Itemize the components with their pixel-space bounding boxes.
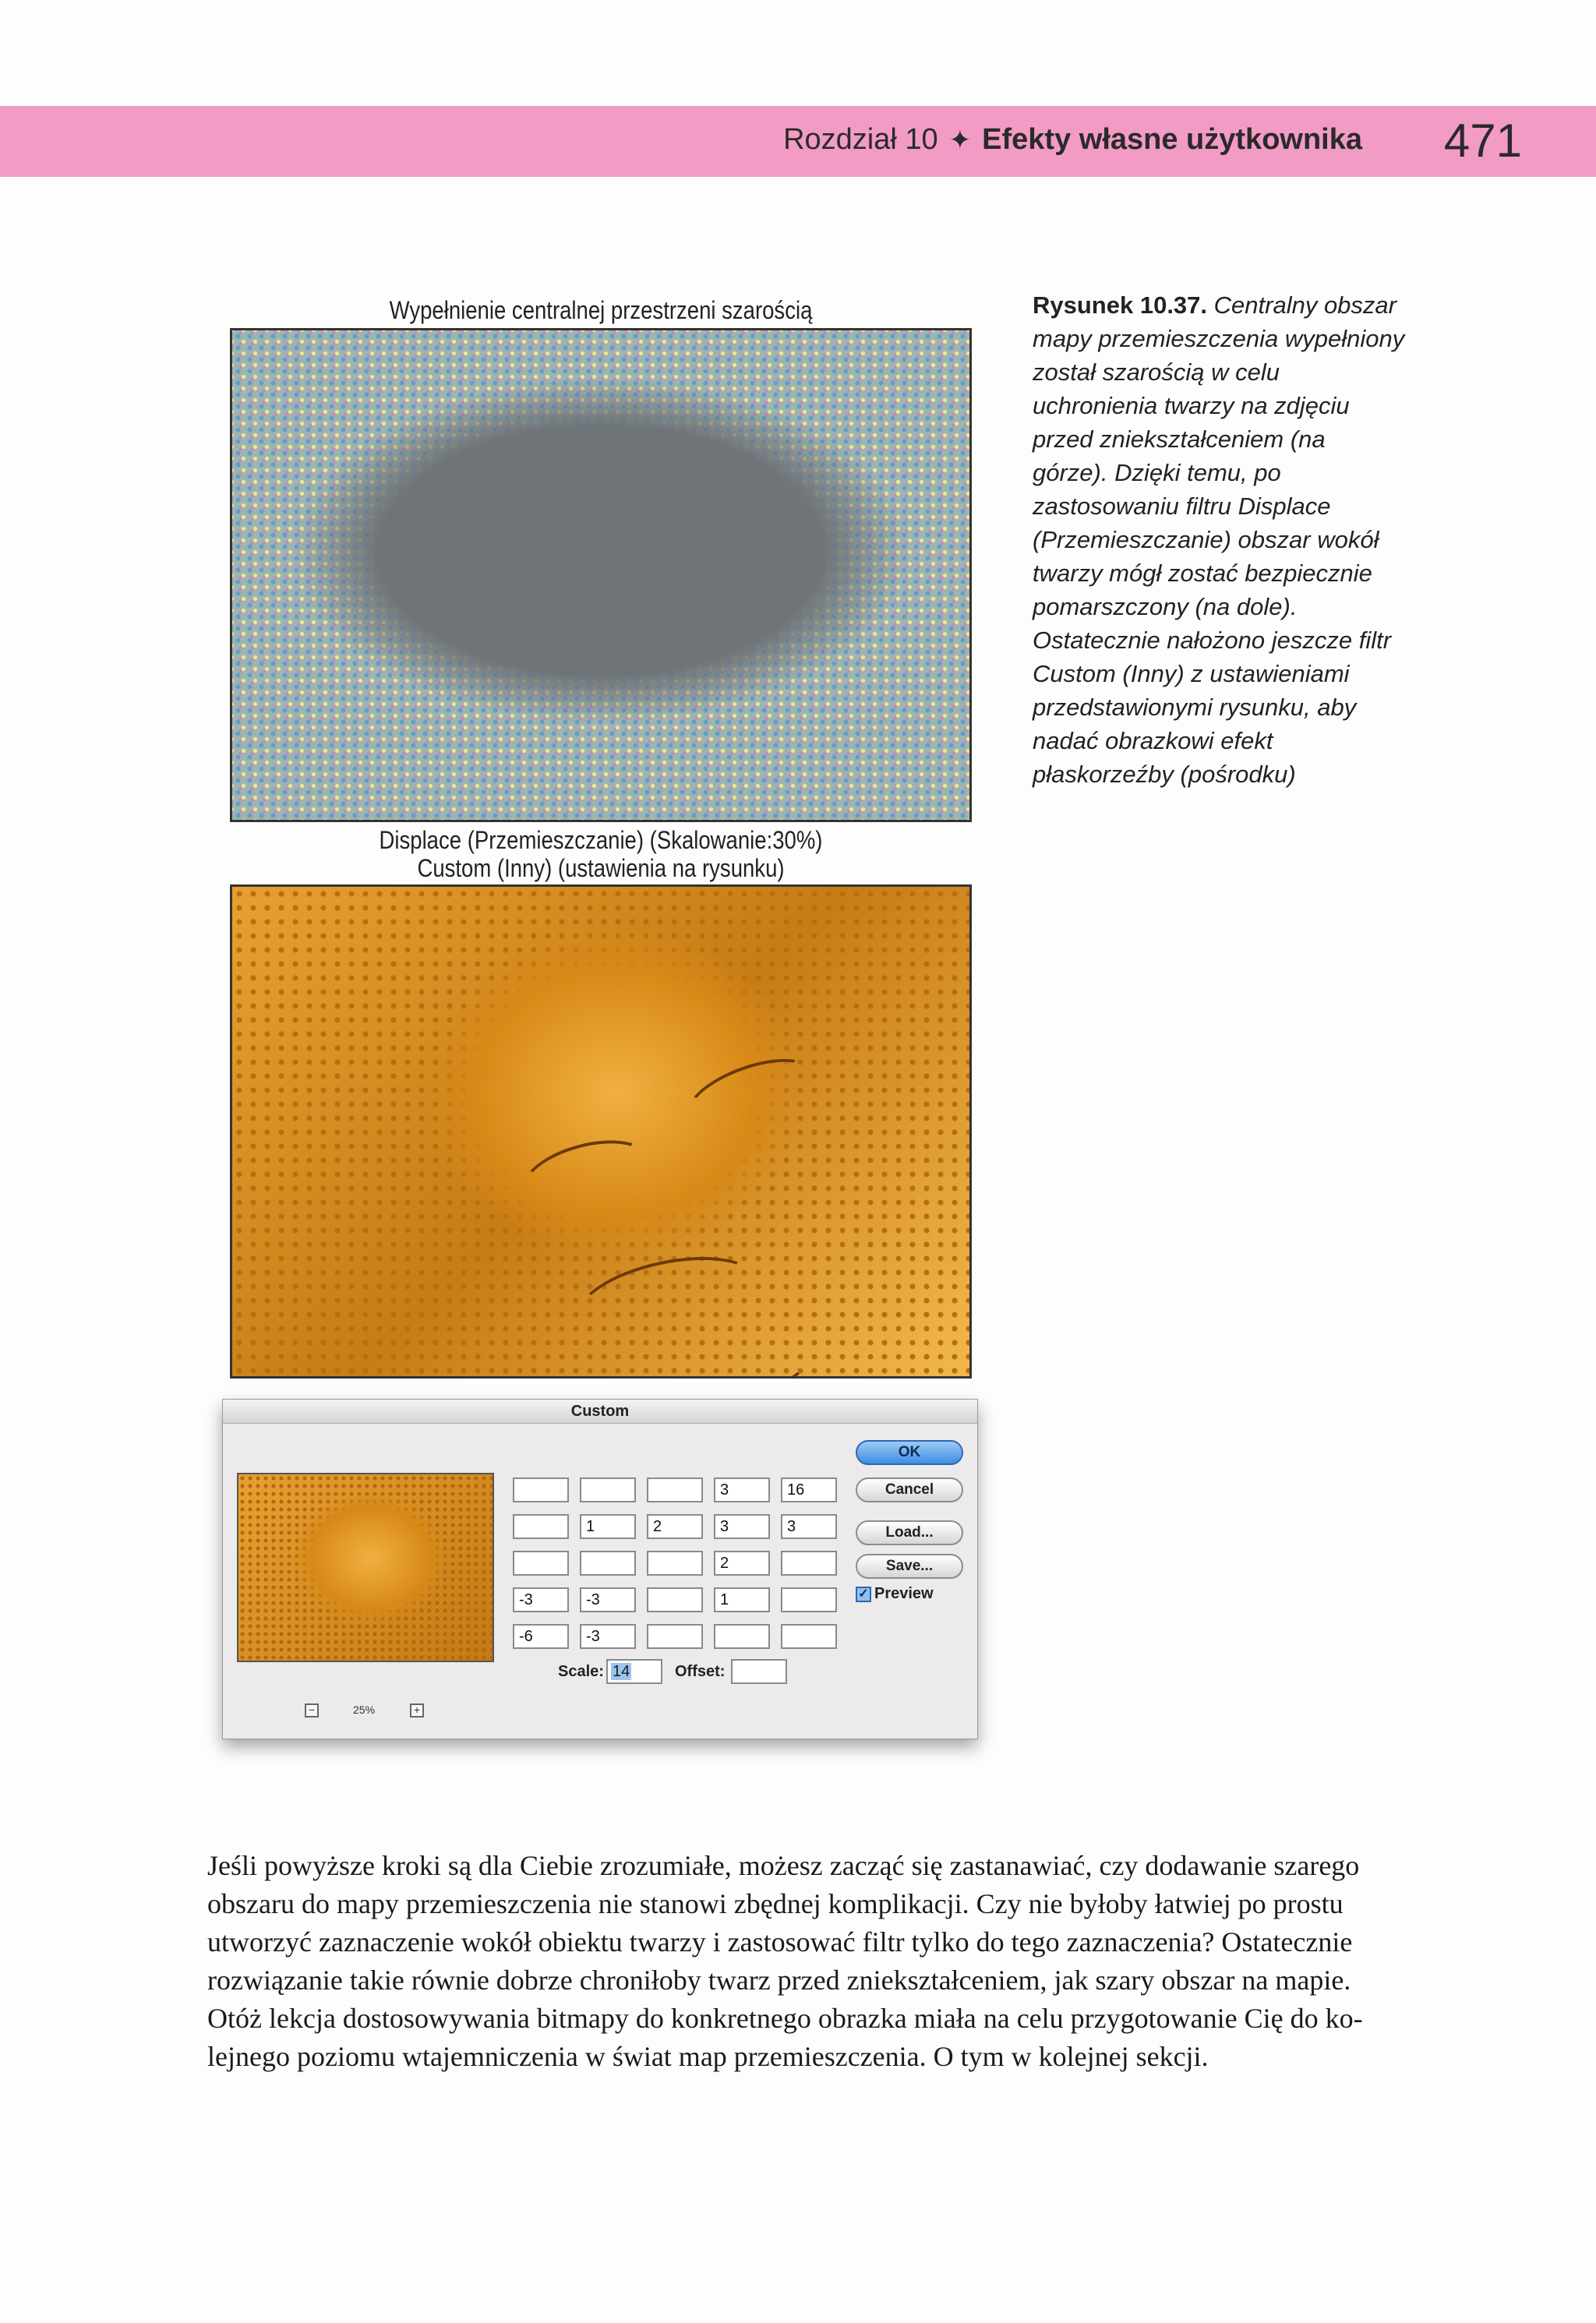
load-button[interactable]: Load... bbox=[856, 1520, 963, 1545]
matrix-cell[interactable] bbox=[647, 1587, 703, 1612]
cancel-button[interactable]: Cancel bbox=[856, 1477, 963, 1502]
matrix-cell[interactable]: 1 bbox=[714, 1587, 770, 1612]
matrix-cell[interactable] bbox=[781, 1624, 837, 1649]
matrix-cell[interactable] bbox=[580, 1551, 636, 1576]
scale-input[interactable] bbox=[606, 1659, 662, 1684]
matrix-cell[interactable]: 1 bbox=[580, 1514, 636, 1539]
preview-image[interactable] bbox=[237, 1473, 494, 1662]
matrix-cell[interactable]: -3 bbox=[580, 1587, 636, 1612]
running-header bbox=[783, 123, 1362, 157]
face-eye-right bbox=[679, 1045, 820, 1139]
custom-filter-dialog bbox=[222, 1399, 978, 1739]
preview-label: Preview bbox=[874, 1585, 934, 1602]
zoom-in-button[interactable]: + bbox=[410, 1703, 424, 1718]
bottom-image-label bbox=[282, 826, 920, 882]
matrix-cell[interactable] bbox=[781, 1551, 837, 1576]
top-image-label: Wypełnienie centralnej przestrzeni szarością bbox=[389, 296, 813, 324]
checkmark-icon: ✓ bbox=[856, 1587, 871, 1602]
matrix-cell[interactable] bbox=[647, 1477, 703, 1502]
matrix-cell[interactable] bbox=[513, 1514, 569, 1539]
preview-checkbox[interactable] bbox=[856, 1585, 934, 1603]
scale-label: Scale: bbox=[558, 1663, 604, 1680]
bottom-image-label-line2: Custom (Inny) (ustawienia na rysunku) bbox=[417, 854, 785, 882]
matrix-cell[interactable]: -3 bbox=[580, 1624, 636, 1649]
scale-value: 14 bbox=[613, 1663, 630, 1680]
offset-input[interactable] bbox=[731, 1659, 787, 1684]
dialog-title: Custom bbox=[223, 1400, 977, 1424]
separator-icon: ✦ bbox=[948, 125, 972, 155]
matrix-cell[interactable] bbox=[513, 1551, 569, 1576]
matrix-cell[interactable]: 3 bbox=[714, 1514, 770, 1539]
zoom-level: 25% bbox=[353, 1703, 376, 1716]
chapter-number: Rozdział 10 bbox=[783, 123, 938, 156]
matrix-cell[interactable]: -6 bbox=[513, 1624, 569, 1649]
caption-number: Rysunek 10.37. bbox=[1033, 291, 1208, 319]
figure-caption bbox=[1033, 288, 1407, 791]
matrix-cell[interactable]: 2 bbox=[714, 1551, 770, 1576]
matrix-cell[interactable]: 3 bbox=[714, 1477, 770, 1502]
matrix-cell[interactable]: 16 bbox=[781, 1477, 837, 1502]
zoom-out-button[interactable]: − bbox=[305, 1703, 319, 1718]
matrix-cell[interactable] bbox=[781, 1587, 837, 1612]
embossed-face-image bbox=[230, 884, 972, 1379]
chapter-title: Efekty własne użytkownika bbox=[982, 123, 1362, 156]
matrix-cell[interactable] bbox=[647, 1624, 703, 1649]
matrix-cell[interactable]: 2 bbox=[647, 1514, 703, 1539]
face-eye-left bbox=[515, 1128, 657, 1221]
matrix-cell[interactable] bbox=[714, 1624, 770, 1649]
offset-label: Offset: bbox=[675, 1663, 726, 1680]
body-paragraph: Jeśli powyższe kroki są dla Ciebie zrozumiałe, możesz zacząć się zastanawiać, czy dodawanie szarego obszaru do mapy przemieszczenia nie stanowi zbędnej komplikacji. Czy nie byłoby łatwiej po prostu utworzyć zaznaczenie wokół obiektu twarzy i zastosować filtr tylko do tego zaznaczenia? Ostatecznie rozwiązanie takie równie dobrze chroniłoby twarz przed zniekształceniem, jak szary obszar na mapie. Otóż lekcja dostosowywania bitmapy do konkretnego obrazka miała na celu przygotowanie Cię do ko- lejnego poziomu wtajemniczenia w świat map przemieszczenia. O tym w kolejnej sekcji. bbox=[207, 1850, 1363, 2072]
matrix-cell[interactable] bbox=[513, 1477, 569, 1502]
gray-displacement-map-image bbox=[230, 328, 972, 822]
caption-text: Centralny obszar mapy przemieszczenia wypełniony został szarością w celu uchronienia twarzy na zdjęciu przed zniekształceniem (na górze). Dzięki temu, po zastosowaniu filtru Displace (Przemieszczanie) obszar wokół twarzy mógł zostać bezpiecznie pomarszczony (na dole). Ostatecznie nałożono jeszcze filtr Custom (Inny) z ustawieniami przedstawionymi rysunku, aby nadać obrazkowi efekt płaskorzeźby (pośrodku) bbox=[1033, 291, 1405, 788]
bottom-image-label-line1: Displace (Przemieszczanie) (Skalowanie:30%) bbox=[379, 826, 823, 854]
matrix-cell[interactable] bbox=[647, 1551, 703, 1576]
matrix-cell[interactable] bbox=[580, 1477, 636, 1502]
ok-button[interactable]: OK bbox=[856, 1440, 963, 1465]
page-number: 471 bbox=[1443, 115, 1522, 167]
matrix-cell[interactable]: 3 bbox=[781, 1514, 837, 1539]
matrix-cell[interactable]: -3 bbox=[513, 1587, 569, 1612]
save-button[interactable]: Save... bbox=[856, 1554, 963, 1579]
